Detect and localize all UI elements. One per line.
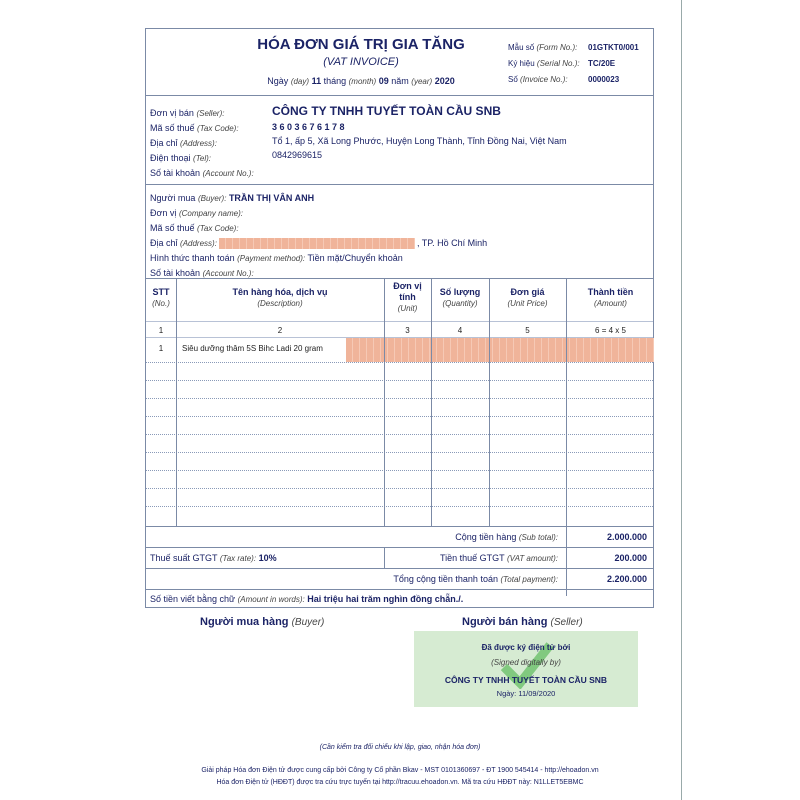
col-quantity: Số lượng (Quantity) bbox=[439, 287, 481, 308]
index-cell: 2 bbox=[277, 326, 283, 335]
digital-signature-box bbox=[414, 631, 638, 707]
col-amount: Thành tiền (Amount) bbox=[587, 287, 634, 308]
col-unit: Đơn vị tính (Unit) bbox=[393, 281, 422, 313]
tax-rate: Thuế suất GTGT (Tax rate): 10% bbox=[150, 553, 277, 563]
item-description: Siêu dưỡng thâm 5S Bihc Ladi 20 gram bbox=[182, 344, 323, 353]
subtotal-label: Cộng tiền hàng (Sub total): bbox=[455, 532, 558, 542]
invoice-date: Ngày (day) 11 tháng (month) 09 năm (year) 2020 bbox=[267, 76, 455, 86]
invoice-meta-labels: Mẫu số (Form No.): Ký hiệu (Serial No.): Số (Invoice No.): bbox=[508, 43, 580, 84]
amount-in-words: Số tiền viết bằng chữ (Amount in words): Hai triệu hai trăm nghìn đồng chẵn./. bbox=[150, 594, 464, 604]
col-unit-price: Đơn giá (Unit Price) bbox=[507, 287, 548, 308]
total-value: 2.200.000 bbox=[606, 574, 647, 584]
signed-by-label: Đã được ký điện tử bởi bbox=[481, 643, 571, 652]
index-cell: 1 bbox=[158, 326, 164, 335]
seller-labels: Đơn vị bán (Seller): Mã số thuế (Tax Code): Địa chỉ (Address): Điện thoại (Tel): Số tài khoản (Account No.): bbox=[150, 108, 254, 178]
item-no: 1 bbox=[158, 344, 164, 353]
index-cell: 3 bbox=[405, 326, 410, 335]
footer-provider: Giải pháp Hóa đơn Điện tử được cung cấp bởi Công ty Cổ phần Bkav - MST 0101360697 - ĐT 1900 545414 - http://ehoadon.vn bbox=[201, 767, 599, 774]
total-label: Tổng cộng tiền thanh toán (Total payment): bbox=[393, 574, 558, 584]
footer-lookup: Hóa đơn Điện tử (HĐĐT) được tra cứu trực tuyến tại http://tracuu.ehoadon.vn. Mã tra cứu HĐĐT này: N1LLET5EBMC bbox=[216, 779, 584, 786]
col-description: Tên hàng hóa, dịch vụ (Description) bbox=[232, 287, 328, 308]
signature-date: Ngày: 11/09/2020 bbox=[496, 689, 556, 698]
index-cell: 6 = 4 x 5 bbox=[595, 326, 626, 335]
signer-name: CÔNG TY TNHH TUYẾT TOÀN CẦU SNB bbox=[444, 675, 608, 685]
vat-value: 200.000 bbox=[614, 553, 647, 563]
seller-values: CÔNG TY TNHH TUYẾT TOÀN CẦU SNB 3 6 0 3 6 7 6 1 7 8 Tổ 1, ấp 5, Xã Long Phước, Huyện Long Thành, Tỉnh Đồng Nai, Việt Nam 0842969615 bbox=[272, 104, 567, 160]
redacted-item-values bbox=[346, 338, 654, 362]
buyer-signature-label: Người mua hàng (Buyer) bbox=[200, 616, 325, 628]
seller-signature-label: Người bán hàng (Seller) bbox=[462, 616, 583, 628]
index-cell: 5 bbox=[525, 326, 530, 335]
invoice-title: HÓA ĐƠN GIÁ TRỊ GIA TĂNG bbox=[257, 36, 465, 53]
subtotal-value: 2.000.000 bbox=[606, 532, 647, 542]
col-no: STT (No.) bbox=[152, 287, 170, 308]
invoice-meta-values: 01GTKT0/001 TC/20E 0000023 bbox=[588, 43, 639, 84]
vat-label: Tiền thuế GTGT (VAT amount): bbox=[439, 553, 558, 563]
invoice-subtitle: (VAT INVOICE) bbox=[323, 56, 399, 68]
footer-note: (Cần kiểm tra đối chiếu khi lập, giao, nhận hóa đơn) bbox=[319, 744, 481, 751]
invoice-box bbox=[145, 28, 654, 608]
index-cell: 4 bbox=[457, 326, 463, 335]
buyer-info: Người mua (Buyer): TRẦN THỊ VÂN ANH Đơn vị (Company name): Mã số thuế (Tax Code): Địa chỉ (Address): , TP. Hồ Chí Minh Hình thức thanh toán (Payment method): Tiền mặt/Chuyển khoản Số tài khoản (Account No.): bbox=[150, 193, 488, 278]
redacted-address bbox=[219, 238, 415, 249]
signed-by-en: (Signed digitally by) bbox=[491, 658, 561, 667]
